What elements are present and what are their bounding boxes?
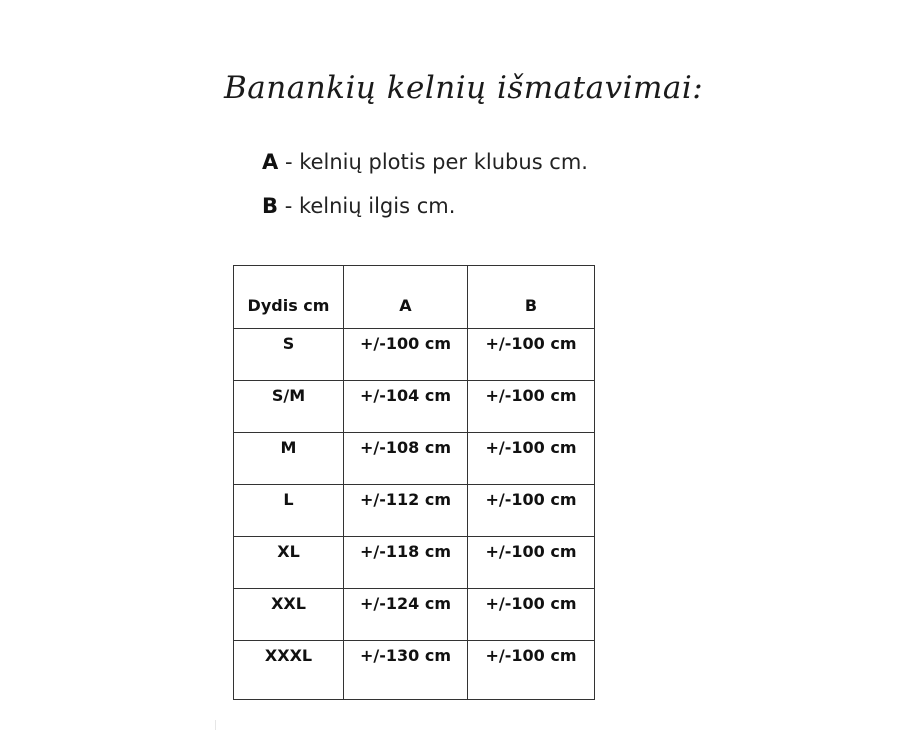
table-header-row: [234, 266, 595, 329]
table-row: [234, 381, 595, 433]
table-row: [234, 537, 595, 589]
cell-b: +/-100 cm: [468, 589, 595, 641]
cell-size: L: [234, 485, 344, 537]
cell-a: +/-108 cm: [344, 433, 468, 485]
column-header-size: Dydis cm: [234, 266, 344, 329]
cell-size: M: [234, 433, 344, 485]
cell-b: +/-100 cm: [468, 485, 595, 537]
cell-size: XXL: [234, 589, 344, 641]
table-row: [234, 589, 595, 641]
cell-size: XXXL: [234, 641, 344, 700]
cell-b: +/-100 cm: [468, 329, 595, 381]
cell-a: +/-118 cm: [344, 537, 468, 589]
cell-b: +/-100 cm: [468, 381, 595, 433]
cell-a: +/-100 cm: [344, 329, 468, 381]
page-title: Banankių kelnių išmatavimai:: [224, 70, 704, 106]
legend-text: - kelnių plotis per klubus cm.: [278, 150, 588, 174]
cell-a: +/-130 cm: [344, 641, 468, 700]
cell-size: XL: [234, 537, 344, 589]
legend-key: B: [262, 194, 279, 218]
table-row: [234, 433, 595, 485]
divider: [215, 720, 216, 730]
table-row: [234, 329, 595, 381]
cell-b: +/-100 cm: [468, 537, 595, 589]
column-header-b: B: [468, 266, 595, 329]
cell-a: +/-124 cm: [344, 589, 468, 641]
cell-b: +/-100 cm: [468, 433, 595, 485]
cell-size: S/M: [234, 381, 344, 433]
table-row: [234, 485, 595, 537]
legend-item-b: [262, 194, 455, 218]
table-row: [234, 641, 595, 700]
legend-key: A: [262, 150, 279, 174]
cell-a: +/-104 cm: [344, 381, 468, 433]
cell-a: +/-112 cm: [344, 485, 468, 537]
legend-item-a: [262, 150, 588, 174]
size-table: [233, 265, 595, 700]
cell-b: +/-100 cm: [468, 641, 595, 700]
column-header-a: A: [344, 266, 468, 329]
legend-text: - kelnių ilgis cm.: [278, 194, 456, 218]
cell-size: S: [234, 329, 344, 381]
